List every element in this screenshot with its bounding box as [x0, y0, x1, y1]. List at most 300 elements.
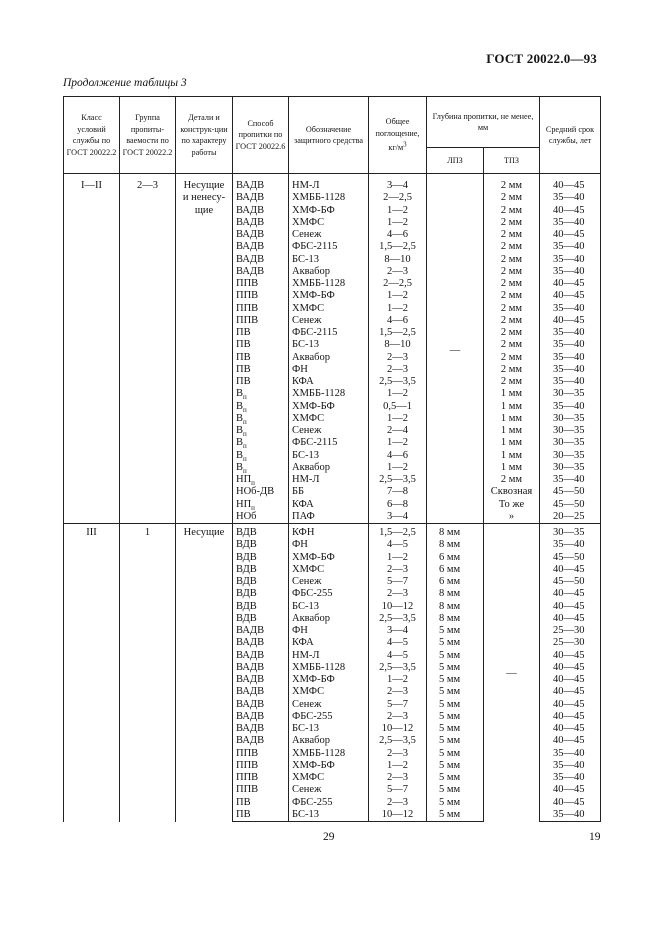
method-text: НОб [236, 510, 257, 522]
lpz-cell: 5 мм [427, 662, 484, 674]
method-text: ППВ [236, 278, 259, 289]
life-cell: 40—45 [540, 711, 601, 723]
life-cell: 35—40 [540, 217, 601, 229]
absorption-cell: 1—2 [369, 413, 427, 425]
life-cell: 40—45 [540, 601, 601, 613]
method-subscript: п [243, 417, 247, 425]
life-cell: 40—45 [540, 662, 601, 674]
material-cell: Аквабор [289, 462, 369, 474]
method-text: ВАДВ [236, 735, 265, 747]
material-cell: ФН [289, 625, 369, 637]
method-text: ВАДВ [236, 253, 265, 265]
method-text: НОб-ДВ [236, 486, 275, 498]
life-cell: 35—40 [540, 339, 601, 351]
tpz-cell: 2 мм [484, 192, 540, 204]
absorption-cell: 3—4 [369, 511, 427, 524]
absorption-cell: 2—4 [369, 425, 427, 437]
material-cell: ФБС-255 [289, 588, 369, 600]
table-row [64, 180, 601, 192]
method-cell [233, 388, 289, 400]
method-text: ВАДВ [236, 698, 265, 710]
method-text: ВАДВ [236, 637, 265, 649]
life-cell: 35—40 [540, 364, 601, 376]
tpz-cell: 2 мм [484, 180, 540, 192]
absorption-cell: 4—6 [369, 450, 427, 462]
absorption-cell: 0,5—1 [369, 401, 427, 413]
method-text: В [236, 425, 244, 436]
absorption-cell: 2—3 [369, 748, 427, 760]
life-cell: 35—40 [540, 772, 601, 784]
method-text: НП [236, 474, 252, 485]
life-cell: 30—35 [540, 437, 601, 449]
lpz-cell: 5 мм [427, 760, 484, 772]
tpz-cell: 2 мм [484, 352, 540, 364]
life-cell: 20—25 [540, 511, 601, 524]
lpz-cell: 5 мм [427, 711, 484, 723]
tpz-cell: 2 мм [484, 241, 540, 253]
method-text: ВДВ [236, 612, 257, 624]
absorption-cell: 2—3 [369, 797, 427, 809]
page-number-left: 29 [323, 831, 335, 843]
method-cell [233, 772, 289, 784]
material-cell: КФН [289, 527, 369, 539]
lpz-cell: 5 мм [427, 674, 484, 686]
parts-cell [176, 180, 233, 524]
material-cell: КФА [289, 376, 369, 388]
method-cell [233, 303, 289, 315]
method-cell [233, 576, 289, 588]
material-cell: НМ-Л [289, 474, 369, 486]
tpz-cell: 2 мм [484, 376, 540, 388]
material-cell: ХМББ-1128 [289, 748, 369, 760]
method-cell [233, 539, 289, 551]
material-cell: БС-13 [289, 723, 369, 735]
col-header-life: Средний срок службы, лет [540, 97, 601, 174]
life-cell: 40—45 [540, 699, 601, 711]
method-text: ВДВ [236, 527, 257, 538]
method-cell [233, 205, 289, 217]
lpz-cell: 5 мм [427, 650, 484, 662]
material-cell: БС-13 [289, 809, 369, 822]
material-cell: Сенеж [289, 315, 369, 327]
tpz-cell: 2 мм [484, 290, 540, 302]
tpz-cell: 1 мм [484, 437, 540, 449]
col-header-absorption [369, 97, 427, 174]
method-cell [233, 601, 289, 613]
tpz-cell: То же [484, 499, 540, 511]
material-cell: БС-13 [289, 339, 369, 351]
page-number-right: 19 [589, 831, 601, 843]
absorption-cell: 1,5—2,5 [369, 241, 427, 253]
absorption-cell: 4—6 [369, 315, 427, 327]
absorption-cell: 3—4 [369, 625, 427, 637]
method-cell [233, 266, 289, 278]
lpz-cell: 5 мм [427, 735, 484, 747]
material-cell: ФБС-255 [289, 711, 369, 723]
method-text: ПВ [236, 796, 251, 808]
tpz-cell: 2 мм [484, 266, 540, 278]
method-text: ВАДВ [236, 265, 265, 277]
absorption-cell: 4—5 [369, 539, 427, 551]
material-cell: НМ-Л [289, 650, 369, 662]
document-code: ГОСТ 20022.0—93 [486, 51, 597, 66]
life-cell: 35—40 [540, 327, 601, 339]
life-cell: 30—35 [540, 425, 601, 437]
method-text: ППВ [236, 784, 259, 796]
method-cell [233, 315, 289, 327]
method-cell [233, 674, 289, 686]
absorption-cell: 8—10 [369, 339, 427, 351]
absorption-cell: 2—2,5 [369, 278, 427, 290]
method-cell [233, 552, 289, 564]
life-cell: 35—40 [540, 376, 601, 388]
absorption-cell: 1—2 [369, 303, 427, 315]
method-text: ВДВ [236, 563, 257, 575]
tpz-cell: 2 мм [484, 327, 540, 339]
col-header-group: Группа пропиты-ваемости по ГОСТ 20022.2 [120, 97, 176, 174]
method-cell [233, 413, 289, 425]
material-cell: ФБС-2115 [289, 327, 369, 339]
tpz-cell: 2 мм [484, 217, 540, 229]
absorption-cell: 2—3 [369, 686, 427, 698]
life-cell: 40—45 [540, 674, 601, 686]
material-cell: Аквабор [289, 735, 369, 747]
absorption-cell: 5—7 [369, 576, 427, 588]
life-cell: 40—45 [540, 278, 601, 290]
method-cell [233, 290, 289, 302]
lpz-cell: 5 мм [427, 797, 484, 809]
method-subscript: п [243, 393, 247, 401]
method-cell [233, 217, 289, 229]
method-text: ВАДВ [236, 216, 265, 228]
method-cell [233, 613, 289, 625]
method-text: В [236, 388, 244, 400]
absorption-cell: 4—6 [369, 229, 427, 241]
method-text: В [236, 400, 244, 412]
method-text: ПВ [236, 808, 251, 820]
life-cell: 40—45 [540, 797, 601, 809]
absorption-cell: 2,5—3,5 [369, 735, 427, 747]
method-text: ППВ [236, 759, 259, 771]
life-cell: 40—45 [540, 564, 601, 576]
material-cell: ХМББ-1128 [289, 192, 369, 204]
material-cell: ББ [289, 486, 369, 498]
method-cell [233, 425, 289, 437]
tpz-cell: 1 мм [484, 413, 540, 425]
absorption-cell: 4—5 [369, 637, 427, 649]
parts-text: щие [194, 204, 214, 216]
method-cell [233, 401, 289, 413]
class-cell: I—II [64, 180, 120, 524]
tpz-cell: 1 мм [484, 450, 540, 462]
tpz-cell: 2 мм [484, 229, 540, 241]
life-cell: 25—30 [540, 637, 601, 649]
method-text: В [236, 461, 244, 473]
method-cell [233, 564, 289, 576]
method-text: ВДВ [236, 588, 257, 600]
method-text: ВДВ [236, 551, 257, 563]
absorption-cell: 1—2 [369, 217, 427, 229]
lpz-cell: 6 мм [427, 552, 484, 564]
life-cell: 35—40 [540, 266, 601, 278]
method-text: НП [236, 498, 252, 510]
method-cell [233, 450, 289, 462]
material-cell: КФА [289, 499, 369, 511]
absorption-cell: 3—4 [369, 180, 427, 192]
material-cell: ХМФС [289, 772, 369, 784]
method-text: ППВ [236, 747, 259, 759]
method-cell [233, 437, 289, 449]
material-cell: КФА [289, 637, 369, 649]
life-cell: 35—40 [540, 254, 601, 266]
group-cell: 2—3 [120, 180, 176, 524]
absorption-cell: 10—12 [369, 809, 427, 822]
life-cell: 40—45 [540, 650, 601, 662]
material-cell: ПАФ [289, 511, 369, 524]
life-cell: 30—35 [540, 462, 601, 474]
tpz-cell: 1 мм [484, 425, 540, 437]
method-text: ВАДВ [236, 723, 265, 734]
life-cell: 40—45 [540, 180, 601, 192]
tpz-cell: 2 мм [484, 315, 540, 327]
absorption-cell: 2—3 [369, 711, 427, 723]
absorption-cell: 2—3 [369, 772, 427, 784]
tpz-cell: 2 мм [484, 474, 540, 486]
life-cell: 35—40 [540, 303, 601, 315]
parts-text: Несущие [183, 180, 225, 191]
lpz-cell: 5 мм [427, 637, 484, 649]
lpz-cell: 5 мм [427, 809, 484, 822]
material-cell: ХМББ-1128 [289, 662, 369, 674]
method-cell [233, 352, 289, 364]
method-cell [233, 254, 289, 266]
life-cell: 30—35 [540, 388, 601, 400]
life-cell: 25—30 [540, 625, 601, 637]
life-cell: 45—50 [540, 499, 601, 511]
life-cell: 35—40 [540, 474, 601, 486]
life-cell: 35—40 [540, 748, 601, 760]
life-cell: 30—35 [540, 413, 601, 425]
lpz-cell: 6 мм [427, 564, 484, 576]
method-cell [233, 784, 289, 796]
absorption-cell: 2—3 [369, 564, 427, 576]
tpz-cell: » [484, 511, 540, 524]
absorption-cell: 2,5—3,5 [369, 613, 427, 625]
material-cell: ХМФ-БФ [289, 290, 369, 302]
absorption-cell: 7—8 [369, 486, 427, 498]
life-cell: 35—40 [540, 809, 601, 822]
tpz-cell: — [484, 527, 540, 822]
material-cell: ФБС-255 [289, 797, 369, 809]
material-cell: ХМФ-БФ [289, 674, 369, 686]
method-cell [233, 637, 289, 649]
method-text: ПВ [236, 351, 251, 363]
method-text: ВАДВ [236, 674, 265, 685]
parts-cell [176, 527, 233, 822]
absorption-cell: 2—2,5 [369, 192, 427, 204]
material-cell: Аквабор [289, 613, 369, 625]
absorption-cell: 5—7 [369, 784, 427, 796]
absorption-cell: 6—8 [369, 499, 427, 511]
material-cell: ХМФС [289, 217, 369, 229]
material-cell: Аквабор [289, 352, 369, 364]
material-cell: Сенеж [289, 784, 369, 796]
material-cell: Сенеж [289, 425, 369, 437]
method-text: ВАДВ [236, 625, 265, 636]
method-text: ВАДВ [236, 229, 265, 240]
absorption-cell: 1—2 [369, 205, 427, 217]
material-cell: ХМФ-БФ [289, 401, 369, 413]
life-cell: 35—40 [540, 760, 601, 772]
method-cell [233, 699, 289, 711]
absorption-cell: 2,5—3,5 [369, 662, 427, 674]
material-cell: Аквабор [289, 266, 369, 278]
method-cell [233, 376, 289, 388]
method-cell [233, 527, 289, 539]
lpz-cell: 5 мм [427, 748, 484, 760]
absorption-cell: 1—2 [369, 552, 427, 564]
life-cell: 35—40 [540, 241, 601, 253]
material-cell: БС-13 [289, 450, 369, 462]
method-text: ППВ [236, 772, 259, 783]
method-cell [233, 241, 289, 253]
method-cell [233, 735, 289, 747]
parts-text: Несущие [183, 527, 225, 538]
tpz-cell: 1 мм [484, 388, 540, 400]
absorption-cell: 2—3 [369, 364, 427, 376]
absorption-cell: 1—2 [369, 290, 427, 302]
life-cell: 40—45 [540, 723, 601, 735]
method-text: ППВ [236, 302, 259, 314]
material-cell: ХМФС [289, 413, 369, 425]
method-cell [233, 278, 289, 290]
material-cell: ХМФ-БФ [289, 760, 369, 772]
material-cell: Сенеж [289, 576, 369, 588]
absorption-cell: 2,5—3,5 [369, 474, 427, 486]
lpz-cell: 8 мм [427, 613, 484, 625]
lpz-cell: 6 мм [427, 576, 484, 588]
absorption-cell: 1—2 [369, 437, 427, 449]
life-cell: 40—45 [540, 735, 601, 747]
method-text: ППВ [236, 314, 259, 326]
method-cell [233, 364, 289, 376]
life-cell: 45—50 [540, 486, 601, 498]
method-text: ВДВ [236, 600, 257, 612]
method-text: ВАДВ [236, 192, 265, 204]
life-cell: 40—45 [540, 613, 601, 625]
material-cell: ФБС-2115 [289, 437, 369, 449]
absorption-cell: 8—10 [369, 254, 427, 266]
tpz-cell: 2 мм [484, 303, 540, 315]
life-cell: 30—35 [540, 450, 601, 462]
lpz-cell: 5 мм [427, 723, 484, 735]
method-subscript: п [243, 405, 247, 413]
parts-text: и ненесу- [182, 192, 226, 204]
life-cell: 40—45 [540, 784, 601, 796]
absorption-cell: 1—2 [369, 674, 427, 686]
material-cell: ХМББ-1128 [289, 278, 369, 290]
method-cell [233, 797, 289, 809]
absorption-cell: 1,5—2,5 [369, 527, 427, 539]
method-text: ВАДВ [236, 661, 265, 673]
absorption-cell: 5—7 [369, 699, 427, 711]
method-subscript: п [251, 503, 255, 511]
life-cell: 30—35 [540, 527, 601, 539]
method-text: ВАДВ [236, 686, 265, 698]
life-cell: 35—40 [540, 401, 601, 413]
material-cell: ФН [289, 539, 369, 551]
material-cell: БС-13 [289, 254, 369, 266]
absorption-cell: 1,5—2,5 [369, 327, 427, 339]
method-subscript: п [243, 430, 247, 438]
material-cell: ХМФС [289, 564, 369, 576]
material-cell: ХМФС [289, 303, 369, 315]
tpz-cell: 2 мм [484, 339, 540, 351]
method-text: ВДВ [236, 539, 257, 551]
life-cell: 45—50 [540, 552, 601, 564]
method-subscript: п [243, 466, 247, 474]
table-row [64, 527, 601, 539]
col-header-material: Обозначение защитного средства [289, 97, 369, 174]
material-cell: ФН [289, 364, 369, 376]
method-cell [233, 499, 289, 511]
method-text: В [236, 449, 244, 461]
lpz-cell: 8 мм [427, 601, 484, 613]
method-text: ВАДВ [236, 241, 265, 253]
life-cell: 40—45 [540, 315, 601, 327]
material-cell: ХМФ-БФ [289, 552, 369, 564]
absorption-header-text: Общее поглощение, $кг/м^3$ [375, 117, 420, 153]
lpz-cell: 5 мм [427, 772, 484, 784]
material-cell: ХМФС [289, 686, 369, 698]
method-cell [233, 711, 289, 723]
absorption-cell: 2—3 [369, 352, 427, 364]
method-subscript: п [243, 454, 247, 462]
method-text: В [236, 412, 244, 424]
tpz-cell: 2 мм [484, 254, 540, 266]
lpz-cell: — [427, 180, 484, 524]
method-cell [233, 339, 289, 351]
col-header-depth: Глубина пропитки, не менее, мм [427, 97, 540, 148]
material-cell: НМ-Л [289, 180, 369, 192]
absorption-cell: 2—3 [369, 588, 427, 600]
method-cell [233, 760, 289, 772]
method-cell [233, 327, 289, 339]
absorption-cell: 1—2 [369, 388, 427, 400]
col-header-class: Класс условий службы по ГОСТ 20022.2 [64, 97, 120, 174]
method-text: ВДВ [236, 576, 257, 587]
tpz-cell: 2 мм [484, 364, 540, 376]
method-cell [233, 462, 289, 474]
tpz-cell: Сквозная [484, 486, 540, 498]
absorption-cell: 2,5—3,5 [369, 376, 427, 388]
lpz-cell: 5 мм [427, 625, 484, 637]
method-cell [233, 229, 289, 241]
method-text: ПВ [236, 363, 251, 375]
col-header-method: Способ пропитки по ГОСТ 20022.6 [233, 97, 289, 174]
method-cell [233, 723, 289, 735]
material-cell: БС-13 [289, 601, 369, 613]
method-cell [233, 748, 289, 760]
life-cell: 40—45 [540, 290, 601, 302]
life-cell: 35—40 [540, 539, 601, 551]
impregnation-table [63, 96, 601, 822]
method-cell [233, 625, 289, 637]
lpz-cell: 8 мм [427, 527, 484, 539]
tpz-cell: 1 мм [484, 401, 540, 413]
absorption-cell: 1—2 [369, 462, 427, 474]
material-cell: Сенеж [289, 229, 369, 241]
